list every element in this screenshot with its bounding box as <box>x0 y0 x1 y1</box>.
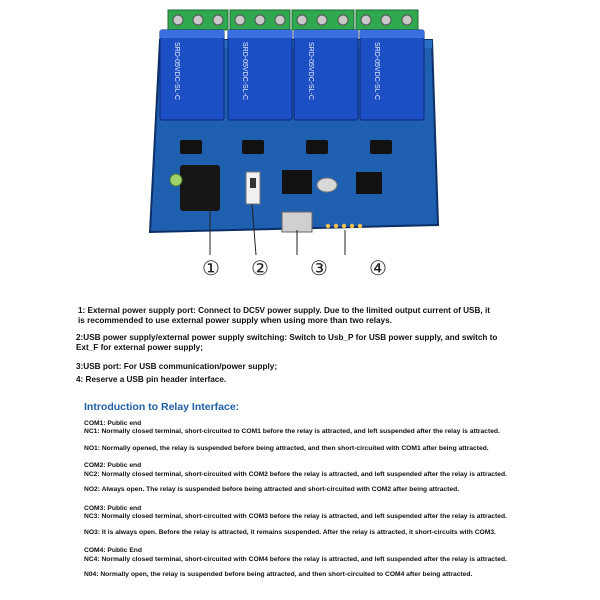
intro-title: Introduction to Relay Interface: <box>84 401 240 413</box>
note-1: 1: External power supply port: Connect to DC5V power supply. Due to the limited output current of USB, it is recommended to use external power supply when using more than two relays. <box>78 306 490 325</box>
relay-line-nc1: NC1: Normally closed terminal, short-circuited to COM1 before the relay is attracted, and left suspended after the relay is attracted. <box>84 428 500 435</box>
relay-label-4: SRD-05VDC-SL-C <box>373 42 380 100</box>
note-2: 2:USB power supply/external power supply switching: Switch to Usb_P for USB power supply, and switch to Ext_F for external power supply; <box>76 333 498 352</box>
relay-label-3: SRD-05VDC-SL-C <box>307 42 314 100</box>
relay-line-nc4: NC4: Normally closed terminal, short-circuited with COM4 before the relay is attracted, and left suspended after the relay is attracted. <box>84 556 507 563</box>
relay-line-com1: COM1: Public end <box>84 420 142 427</box>
note-3: 3:USB port: For USB communication/power supply; <box>76 362 278 371</box>
marker-2: ② <box>251 256 269 280</box>
relay-line-no3: NO3: It is always open. Before the relay is attracted, it remains suspended. After the relay is attracted, it short-circuits with COM3. <box>84 529 496 536</box>
relay-line-com3: COM3: Public end <box>84 505 142 512</box>
relay-line-nc2: NC2: Normally closed terminal, short-circuited with COM2 before the relay is attracted, and left suspended after the relay is attracted. <box>84 471 507 478</box>
relay-line-no2: NO2: Always open. The relay is suspended before being attracted and short-circuited with COM2 after being attracted. <box>84 486 460 493</box>
relay-line-com2: COM2: Public end <box>84 462 142 469</box>
note-4: 4: Reserve a USB pin header interface. <box>76 375 227 384</box>
marker-3: ③ <box>310 256 328 280</box>
relay-line-nc3: NC3: Normally closed terminal, short-circuited with COM3 before the relay is attracted, and left suspended after the relay is attracted. <box>84 513 507 520</box>
relay-line-no4: N04: Normally open, the relay is suspended before being attracted, and then short-circuited to COM4 after being attracted. <box>84 571 473 578</box>
relay-line-com4: COM4: Public End <box>84 547 142 554</box>
relay-label-2: SRD-05VDC-SL-C <box>241 42 248 100</box>
relay-line-no1: NO1: Normally opened, the relay is suspended before being attracted, and then short-circuited with COM1 after being attracted. <box>84 445 489 452</box>
relay-label-1: SRD-05VDC-SL-C <box>173 42 180 100</box>
marker-1: ① <box>202 256 220 280</box>
marker-4: ④ <box>369 256 387 280</box>
